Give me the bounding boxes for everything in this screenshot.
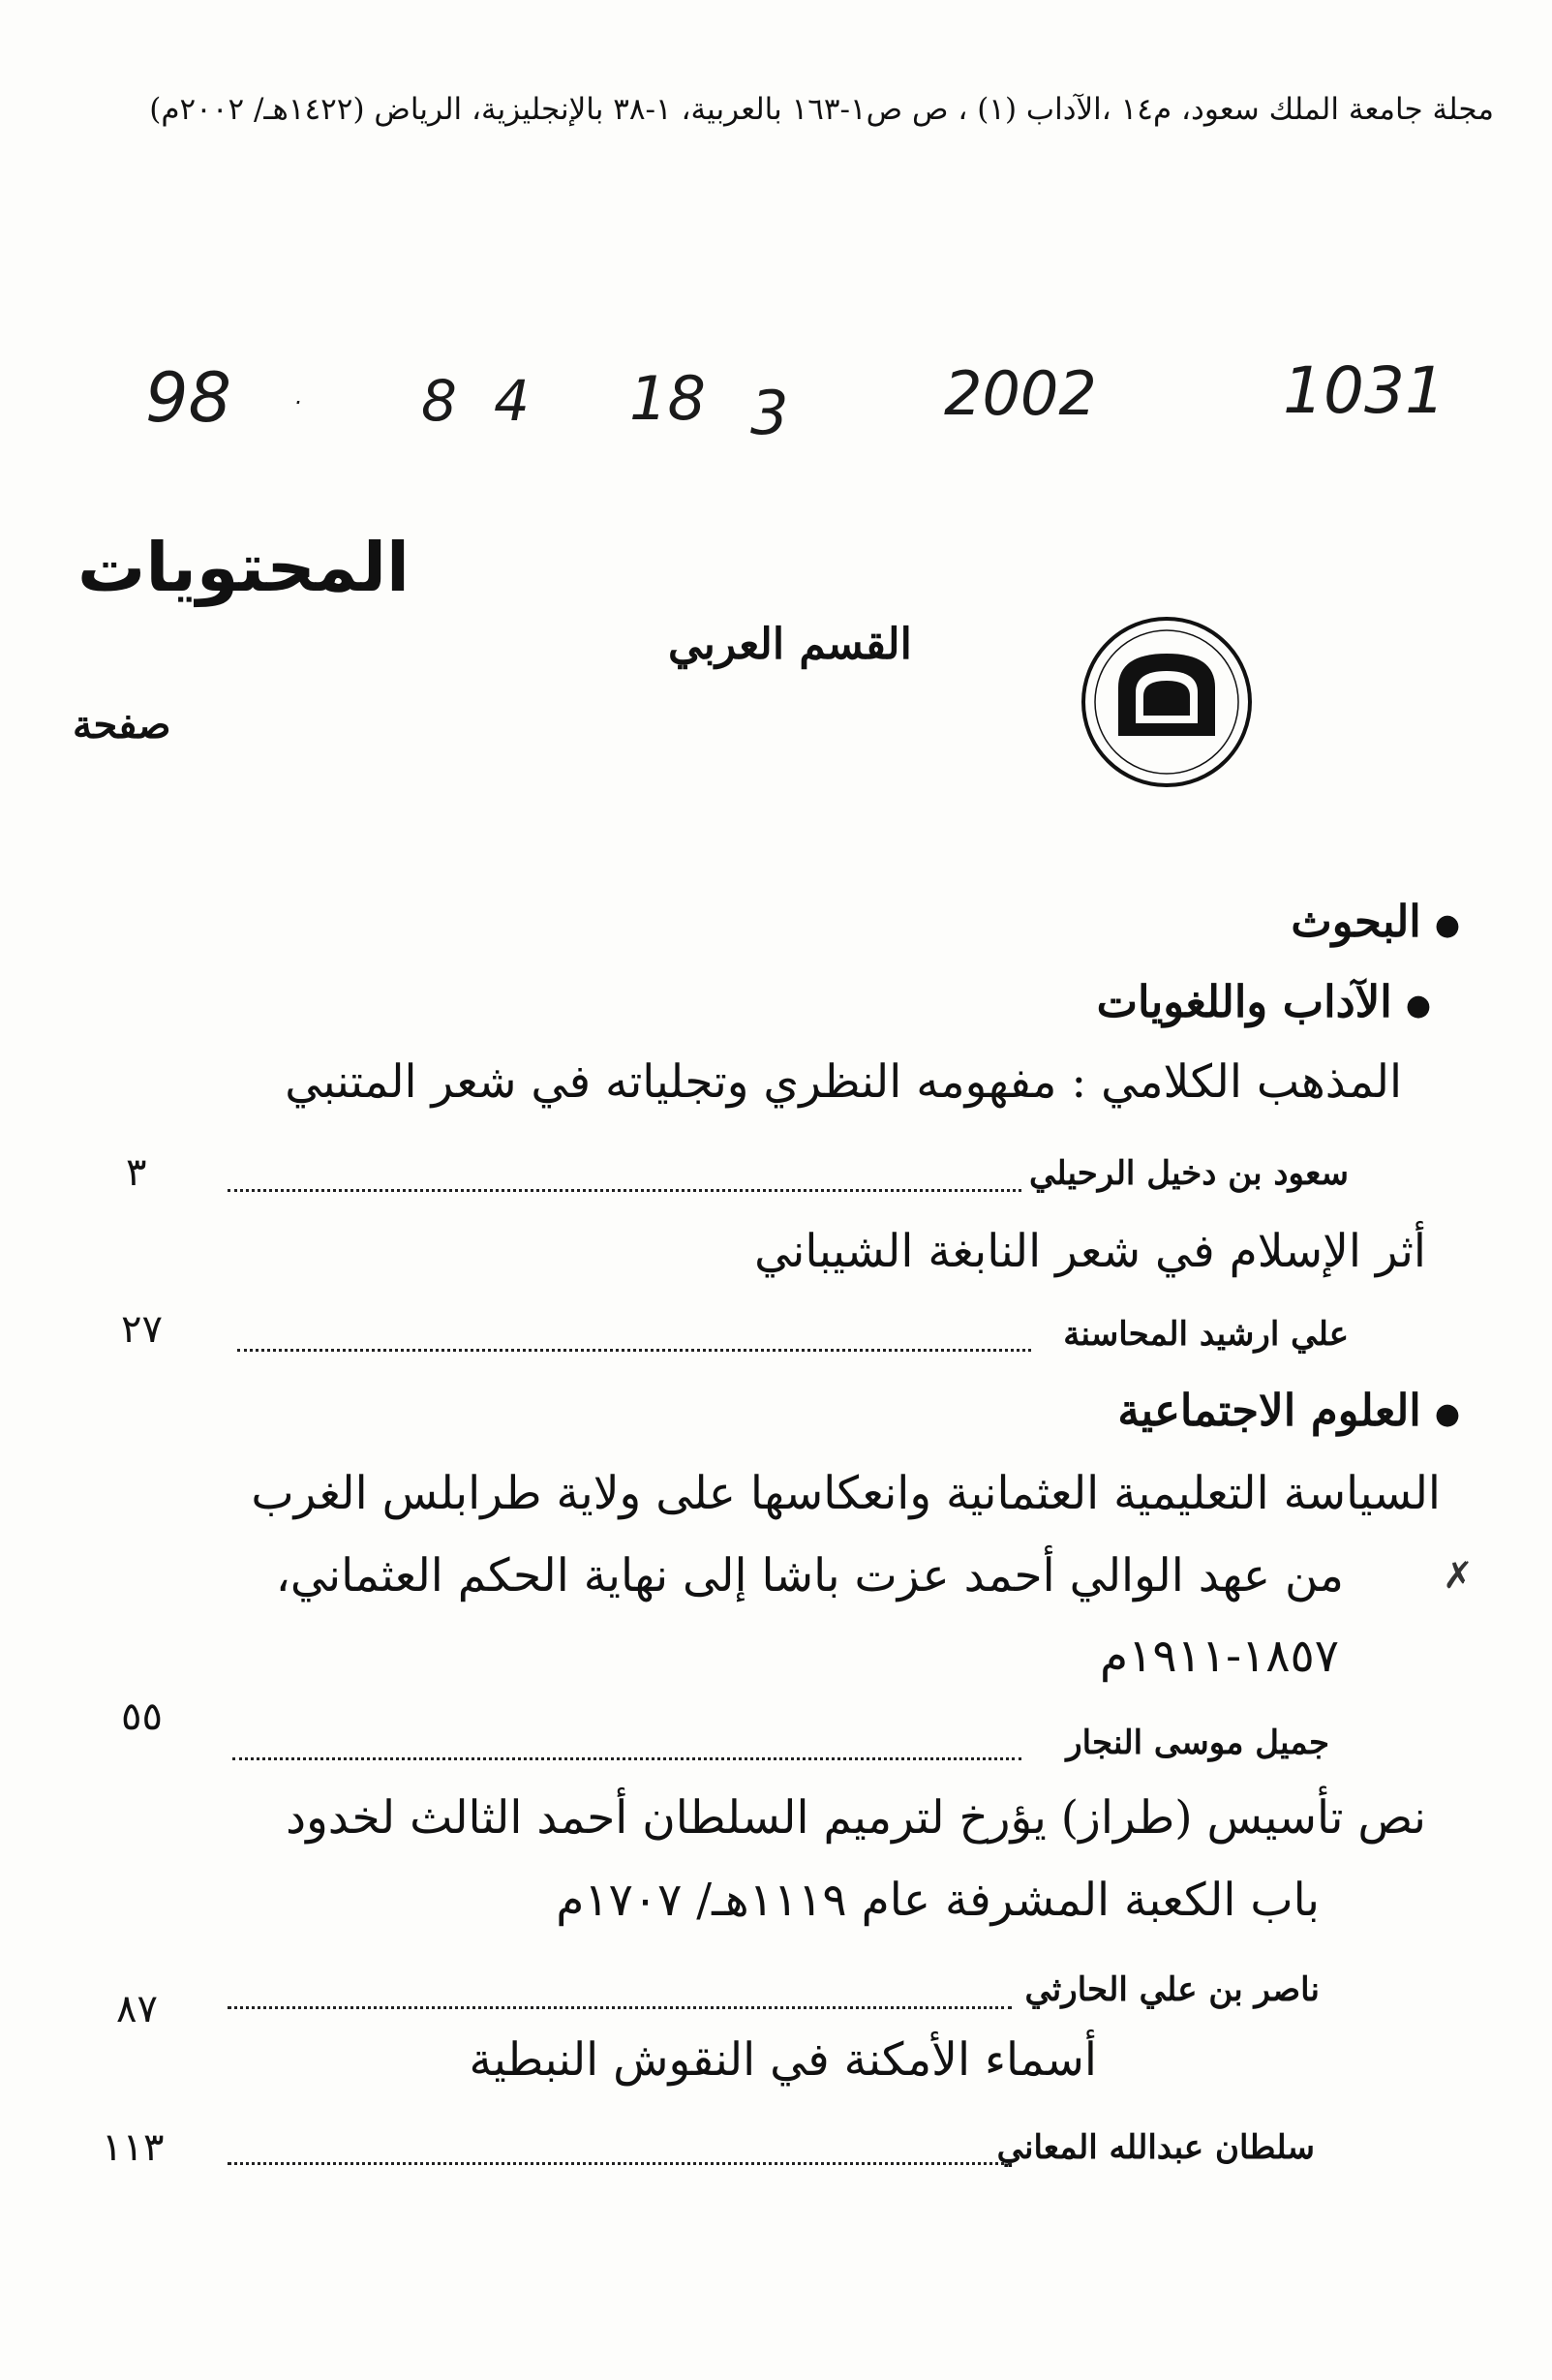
entry-3-title-line-1: السياسة التعليمية العثمانية وانعكاسها على ولاية طرابلس الغرب <box>251 1467 1441 1520</box>
entry-4-page: ٨٧ <box>116 1987 158 2031</box>
handwritten-number: 3 <box>750 378 789 448</box>
entry-3-author: جميل موسى النجار <box>1066 1724 1329 1762</box>
contents-title: المحتويات <box>77 528 411 607</box>
entry-4-leader-dots <box>228 2006 1012 2009</box>
university-logo <box>1080 615 1254 789</box>
entry-2-title: أثر الإسلام في شعر النابغة الشيباني <box>754 1225 1426 1278</box>
entry-3-title-line-3: ١٨٥٧-١٩١١م <box>1100 1630 1339 1683</box>
entry-2-author: علي ارشيد المحاسنة <box>1063 1315 1349 1354</box>
arts-heading-text: الآداب واللغويات <box>1096 976 1392 1027</box>
entry-4-title-line-1: نص تأسيس (طراز) يؤرخ لترميم السلطان أحمد الثالث لخدود <box>286 1791 1426 1845</box>
entry-1-title: المذهب الكلامي : مفهومه النظري وتجلياته في شعر المتنبي <box>285 1055 1402 1109</box>
entry-4-author: ناصر بن علي الحارثي <box>1024 1970 1320 2009</box>
research-heading-text: البحوث <box>1291 896 1421 947</box>
handwritten-number: 8 <box>421 368 457 434</box>
entry-5-author: سلطان عبدالله المعاني <box>996 2128 1315 2167</box>
social-sciences-heading-text: العلوم الاجتماعية <box>1117 1385 1421 1436</box>
handwritten-dot: . <box>295 382 303 410</box>
handwritten-number: 98 <box>145 358 232 438</box>
arts-heading <box>1097 976 1431 1027</box>
social-sciences-heading <box>1117 1385 1460 1436</box>
handwritten-number: 18 <box>629 363 706 434</box>
entry-5-page: ١١٣ <box>102 2125 165 2170</box>
entry-1-leader-dots <box>228 1189 1021 1192</box>
entry-2-page: ٢٧ <box>121 1307 163 1352</box>
entry-3-leader-dots <box>232 1757 1021 1760</box>
entry-4-title-line-2: باب الكعبة المشرفة عام ١١١٩هـ/ ١٧٠٧م <box>556 1874 1320 1927</box>
entry-1-author: سعود بن دخيل الرحيلي <box>1028 1154 1349 1193</box>
page-column-label: صفحة <box>73 702 171 748</box>
handwritten-number: 4 <box>494 368 530 434</box>
entry-1-page: ٣ <box>126 1150 147 1195</box>
margin-check-mark: ✗ <box>1443 1554 1474 1597</box>
entry-3-title-line-2: من عهد الوالي أحمد عزت باشا إلى نهاية الحكم العثماني، <box>275 1549 1344 1602</box>
section-title: القسم العربي <box>668 620 912 669</box>
handwritten-number: 1031 <box>1283 353 1445 428</box>
research-heading <box>1291 896 1460 947</box>
entry-2-leader-dots <box>237 1349 1031 1352</box>
journal-citation: مجلة جامعة الملك سعود، م١٤ ،الآداب (١) ، ص ص١-١٦٣ بالعربية، ١-٣٨ بالإنجليزية، الرياض (١٤٢٢هـ/ ٢٠٠٢م) <box>149 92 1494 127</box>
handwritten-number: 2002 <box>944 358 1097 429</box>
entry-3-page: ٥٥ <box>121 1694 163 1739</box>
entry-5-title: أسماء الأمكنة في النقوش النبطية <box>469 2033 1097 2087</box>
entry-5-leader-dots <box>228 2162 1012 2165</box>
